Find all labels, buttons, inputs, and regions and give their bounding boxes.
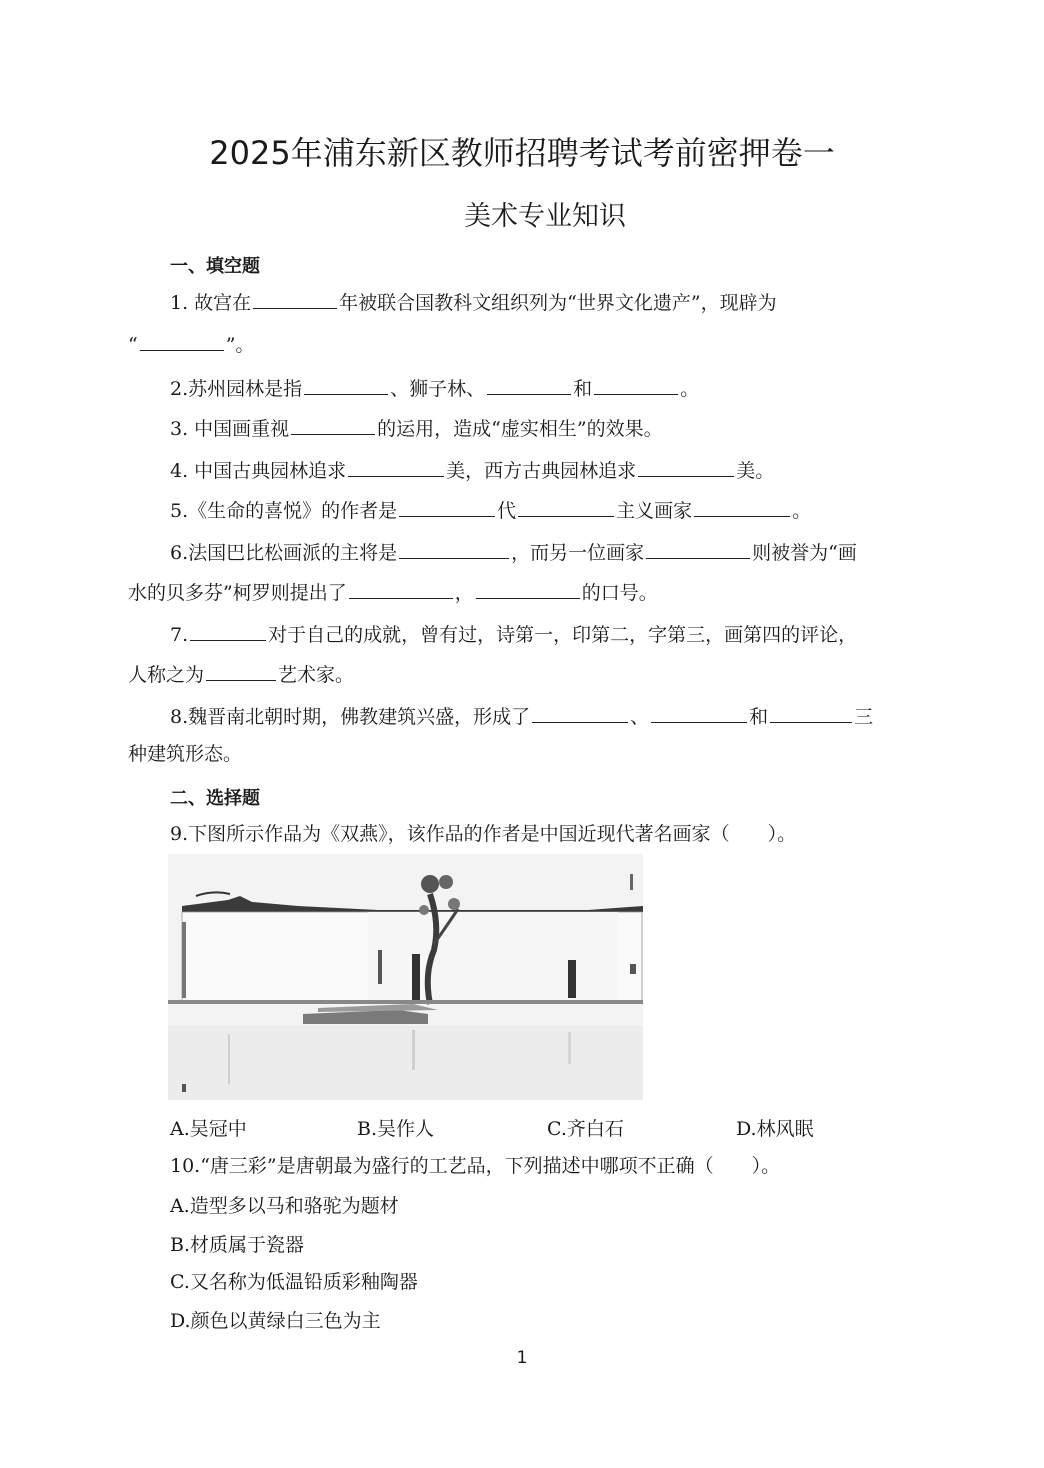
question-4 bbox=[170, 458, 774, 483]
q6-text-c: 则被誉为“画 bbox=[752, 542, 857, 564]
q8-text-b: 、 bbox=[630, 706, 650, 728]
q6-blank-2 bbox=[646, 540, 750, 559]
q4-text-a: 4. 中国古典园林追求 bbox=[170, 460, 347, 482]
q2-text-b: 、狮子林、 bbox=[390, 378, 486, 400]
q5-text-d: 。 bbox=[792, 500, 812, 522]
question-1-line1 bbox=[170, 290, 777, 315]
section-choice-heading: 二、选择题 bbox=[170, 788, 260, 809]
q6-blank-3 bbox=[349, 580, 453, 599]
q4-text-c: 美。 bbox=[736, 460, 775, 482]
question-9-text: 9.下图所示作品为《双燕》，该作品的作者是中国近现代著名画家（ ）。 bbox=[170, 823, 797, 845]
q9-option-a: A.吴冠中 bbox=[170, 1118, 247, 1140]
question-1-line2 bbox=[128, 332, 254, 357]
q4-text-b: 美，西方古典园林追求 bbox=[446, 460, 637, 482]
q8-blank-3 bbox=[770, 704, 852, 723]
page-title: 2025年浦东新区教师招聘考试考前密押卷一 bbox=[209, 134, 835, 172]
q8-text-a: 8.魏晋南北朝时期，佛教建筑兴盛，形成了 bbox=[170, 706, 531, 728]
question-5 bbox=[170, 498, 811, 523]
q7-text-c: 人称之为 bbox=[128, 664, 205, 686]
question-7-line1 bbox=[170, 622, 857, 647]
q8-text-c: 和 bbox=[749, 706, 769, 728]
q7-blank-1 bbox=[190, 622, 266, 641]
question-10-text: 10.“唐三彩”是唐朝最为盛行的工艺品，下列描述中哪项不正确（ ）。 bbox=[170, 1155, 781, 1177]
question-6-line2 bbox=[128, 580, 658, 605]
q6-text-b: ，而另一位画家 bbox=[511, 542, 645, 564]
question-6-line1 bbox=[170, 540, 857, 565]
q9-option-d: D.林风眠 bbox=[736, 1118, 814, 1140]
q5-blank-3 bbox=[694, 498, 790, 517]
q6-text-e: ， bbox=[454, 582, 474, 604]
q1-text-d: ”。 bbox=[225, 334, 255, 356]
q2-text-c: 和 bbox=[573, 378, 593, 400]
q10-option-d: D.颜色以黄绿白三色为主 bbox=[170, 1310, 381, 1332]
q10-option-c: C.又名称为低温铅质彩釉陶器 bbox=[170, 1271, 418, 1293]
q3-text-a: 3. 中国画重视 bbox=[170, 418, 290, 440]
q10-option-a: A.造型多以马和骆驼为题材 bbox=[170, 1195, 399, 1217]
q6-text-d: 水的贝多芬”柯罗则提出了 bbox=[128, 582, 347, 604]
q5-text-c: 主义画家 bbox=[616, 500, 693, 522]
q7-text-a: 7. bbox=[170, 624, 189, 646]
q2-text-a: 2.苏州园林是指 bbox=[170, 378, 303, 400]
q4-blank-2 bbox=[638, 458, 734, 477]
question-3 bbox=[170, 416, 663, 441]
q7-text-d: 艺术家。 bbox=[278, 664, 355, 686]
q8-blank-1 bbox=[532, 704, 628, 723]
q1-blank-2 bbox=[140, 332, 224, 351]
q5-text-a: 5.《生命的喜悦》的作者是 bbox=[170, 500, 398, 522]
q5-blank-1 bbox=[399, 498, 495, 517]
page-subtitle: 美术专业知识 bbox=[464, 201, 626, 232]
q1-text-c: “ bbox=[128, 334, 138, 356]
q2-blank-1 bbox=[304, 376, 388, 395]
section-fill-heading: 一、填空题 bbox=[170, 256, 260, 277]
q8-text-d: 三 bbox=[854, 706, 874, 728]
q3-blank-1 bbox=[291, 416, 375, 435]
q8-text-e: 种建筑形态。 bbox=[128, 743, 243, 765]
question-8-line1 bbox=[170, 704, 873, 729]
q2-text-d: 。 bbox=[680, 378, 700, 400]
q2-blank-3 bbox=[594, 376, 678, 395]
q1-text-a: 1. 故宫在 bbox=[170, 292, 252, 314]
shuangyan-painting-image bbox=[168, 854, 643, 1100]
q7-text-b: 对于自己的成就，曾有过，诗第一，印第二，字第三，画第四的评论， bbox=[268, 624, 858, 646]
q3-text-b: 的运用，造成“虚实相生”的效果。 bbox=[377, 418, 663, 440]
q5-blank-2 bbox=[518, 498, 614, 517]
q6-text-a: 6.法国巴比松画派的主将是 bbox=[170, 542, 398, 564]
question-7-line2 bbox=[128, 662, 354, 687]
q5-text-b: 代 bbox=[497, 500, 517, 522]
q7-blank-2 bbox=[206, 662, 276, 681]
q4-blank-1 bbox=[348, 458, 444, 477]
q10-option-b: B.材质属于瓷器 bbox=[170, 1234, 305, 1256]
q6-text-f: 的口号。 bbox=[581, 582, 658, 604]
q6-blank-4 bbox=[476, 580, 580, 599]
q1-blank-1 bbox=[253, 290, 337, 309]
q9-option-b: B.吴作人 bbox=[357, 1118, 435, 1140]
q9-option-c: C.齐白石 bbox=[547, 1118, 624, 1140]
q1-text-b: 年被联合国教科文组织列为“世界文化遗产”，现辟为 bbox=[339, 292, 777, 314]
question-8-line2 bbox=[128, 742, 242, 766]
question-2 bbox=[170, 376, 699, 401]
q8-blank-2 bbox=[651, 704, 747, 723]
page-number: 1 bbox=[516, 1348, 528, 1368]
q2-blank-2 bbox=[487, 376, 571, 395]
q6-blank-1 bbox=[399, 540, 509, 559]
